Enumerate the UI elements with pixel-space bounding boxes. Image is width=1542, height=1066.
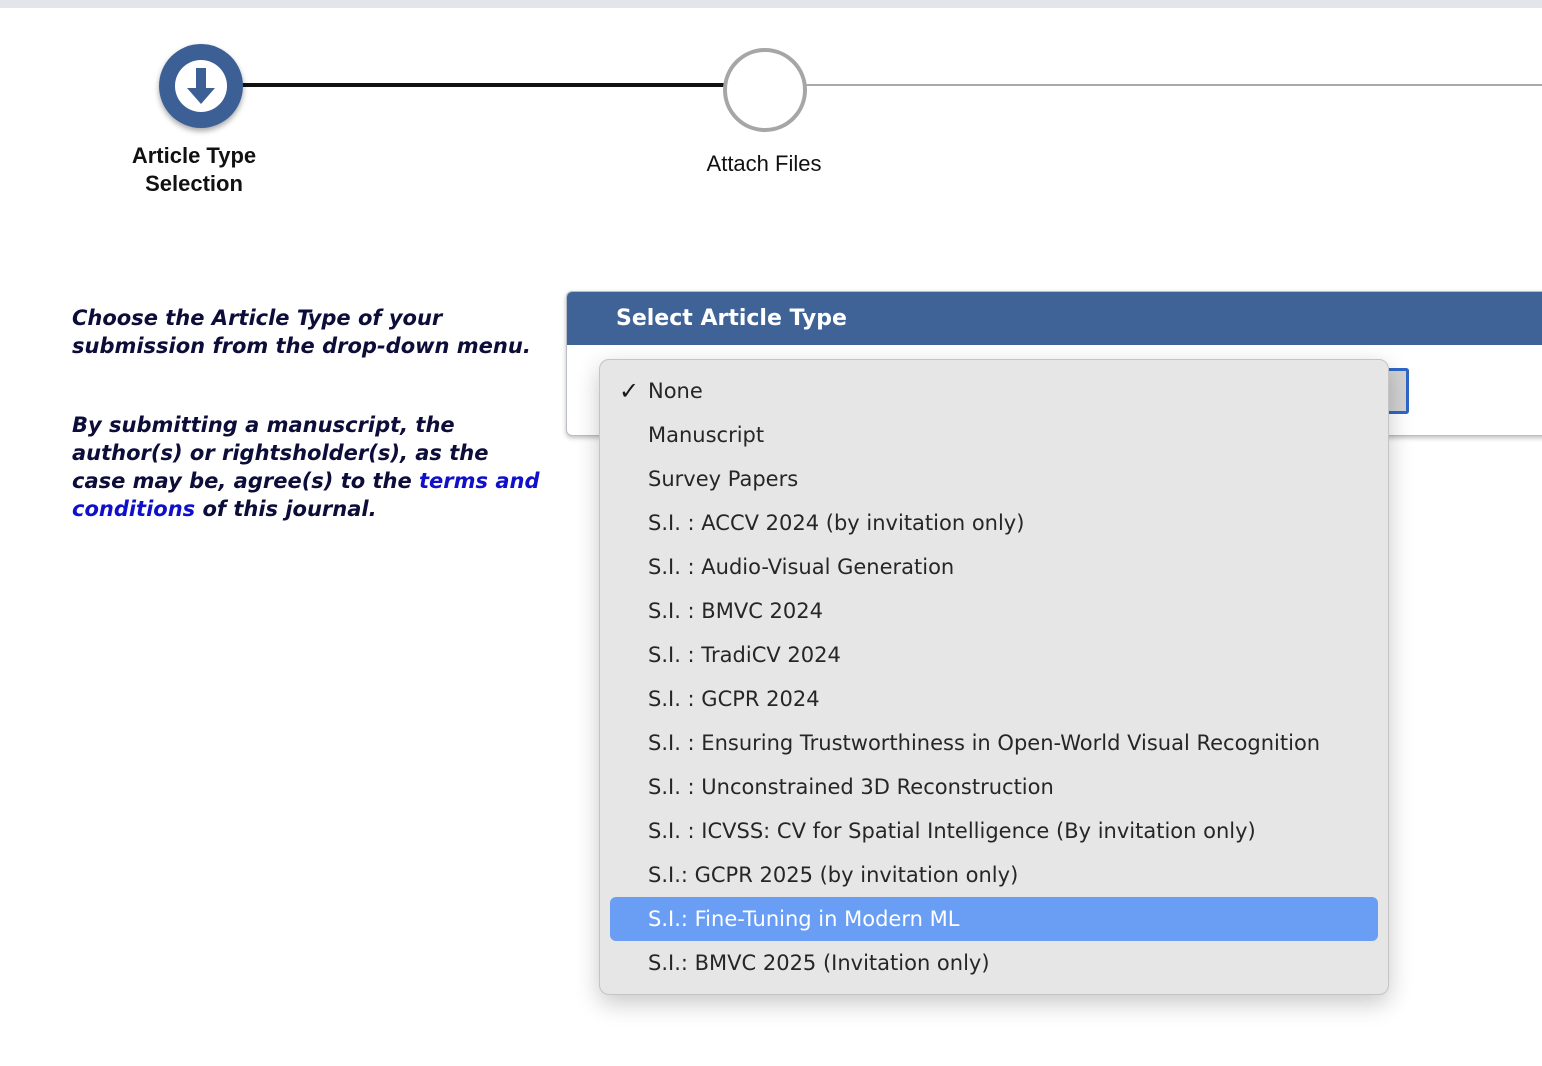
instructions <box>72 304 542 523</box>
menu-item-si-audio-visual-generation[interactable] <box>610 545 1378 589</box>
menu-item-si-ensuring-trustworthiness[interactable] <box>610 721 1378 765</box>
article-type-dropdown-menu[interactable] <box>599 359 1389 995</box>
menu-item-label: S.I. : Unconstrained 3D Reconstruction <box>648 775 1054 799</box>
menu-item-si-accv-2024[interactable] <box>610 501 1378 545</box>
menu-item-label: S.I. : GCPR 2024 <box>648 687 820 711</box>
menu-item-survey-papers[interactable] <box>610 457 1378 501</box>
terms-text-before: By submitting a manuscript, the author(s) or rightsholder(s), as the case may be, agree(s) to the <box>72 413 489 493</box>
menu-item-si-unconstrained-3d[interactable] <box>610 765 1378 809</box>
top-bar <box>0 0 1542 8</box>
step-2-label: Attach Files <box>706 151 822 176</box>
menu-item-si-gcpr-2025[interactable] <box>610 853 1378 897</box>
instructions-choose-text: Choose the Article Type of your submission from the drop-down menu. <box>72 306 531 358</box>
menu-item-label: S.I. : ACCV 2024 (by invitation only) <box>648 511 1025 535</box>
terms-text-after: of this journal. <box>195 497 377 521</box>
menu-item-si-bmvc-2024[interactable] <box>610 589 1378 633</box>
menu-item-none[interactable] <box>610 369 1378 413</box>
menu-item-label: S.I.: Fine-Tuning in Modern ML <box>648 907 960 931</box>
stepper-connector-complete <box>200 83 725 87</box>
step-2-circle[interactable] <box>723 48 807 132</box>
menu-item-si-icvss[interactable] <box>610 809 1378 853</box>
stepper-connector-pending <box>804 84 1542 86</box>
menu-item-label: S.I. : Ensuring Trustworthiness in Open-World Visual Recognition <box>648 731 1321 755</box>
menu-item-si-fine-tuning-modern-ml[interactable] <box>610 897 1378 941</box>
menu-item-label: Manuscript <box>648 423 765 447</box>
menu-item-manuscript[interactable] <box>610 413 1378 457</box>
checkmark-icon: ✓ <box>619 377 640 405</box>
menu-item-label: S.I. : TradiCV 2024 <box>648 643 841 667</box>
menu-item-si-tradicv-2024[interactable] <box>610 633 1378 677</box>
menu-item-si-gcpr-2024[interactable] <box>610 677 1378 721</box>
panel-title: Select Article Type <box>567 292 1542 345</box>
terms-and-conditions-link[interactable]: terms and conditions <box>72 469 540 521</box>
step-1-label: Article Type Selection <box>131 143 257 196</box>
menu-item-label: S.I.: BMVC 2025 (Invitation only) <box>648 951 990 975</box>
menu-item-label: S.I. : BMVC 2024 <box>648 599 823 623</box>
menu-item-label: S.I.: GCPR 2025 (by invitation only) <box>648 863 1019 887</box>
menu-item-label: None <box>648 379 703 403</box>
menu-item-si-bmvc-2025[interactable] <box>610 941 1378 985</box>
menu-item-label: S.I. : ICVSS: CV for Spatial Intelligence (By invitation only) <box>648 819 1256 843</box>
arrow-down-icon <box>173 58 229 114</box>
instructions-terms-text <box>72 411 542 523</box>
menu-item-label: Survey Papers <box>648 467 799 491</box>
menu-item-label: S.I. : Audio-Visual Generation <box>648 555 955 579</box>
step-1-circle[interactable] <box>159 44 243 128</box>
